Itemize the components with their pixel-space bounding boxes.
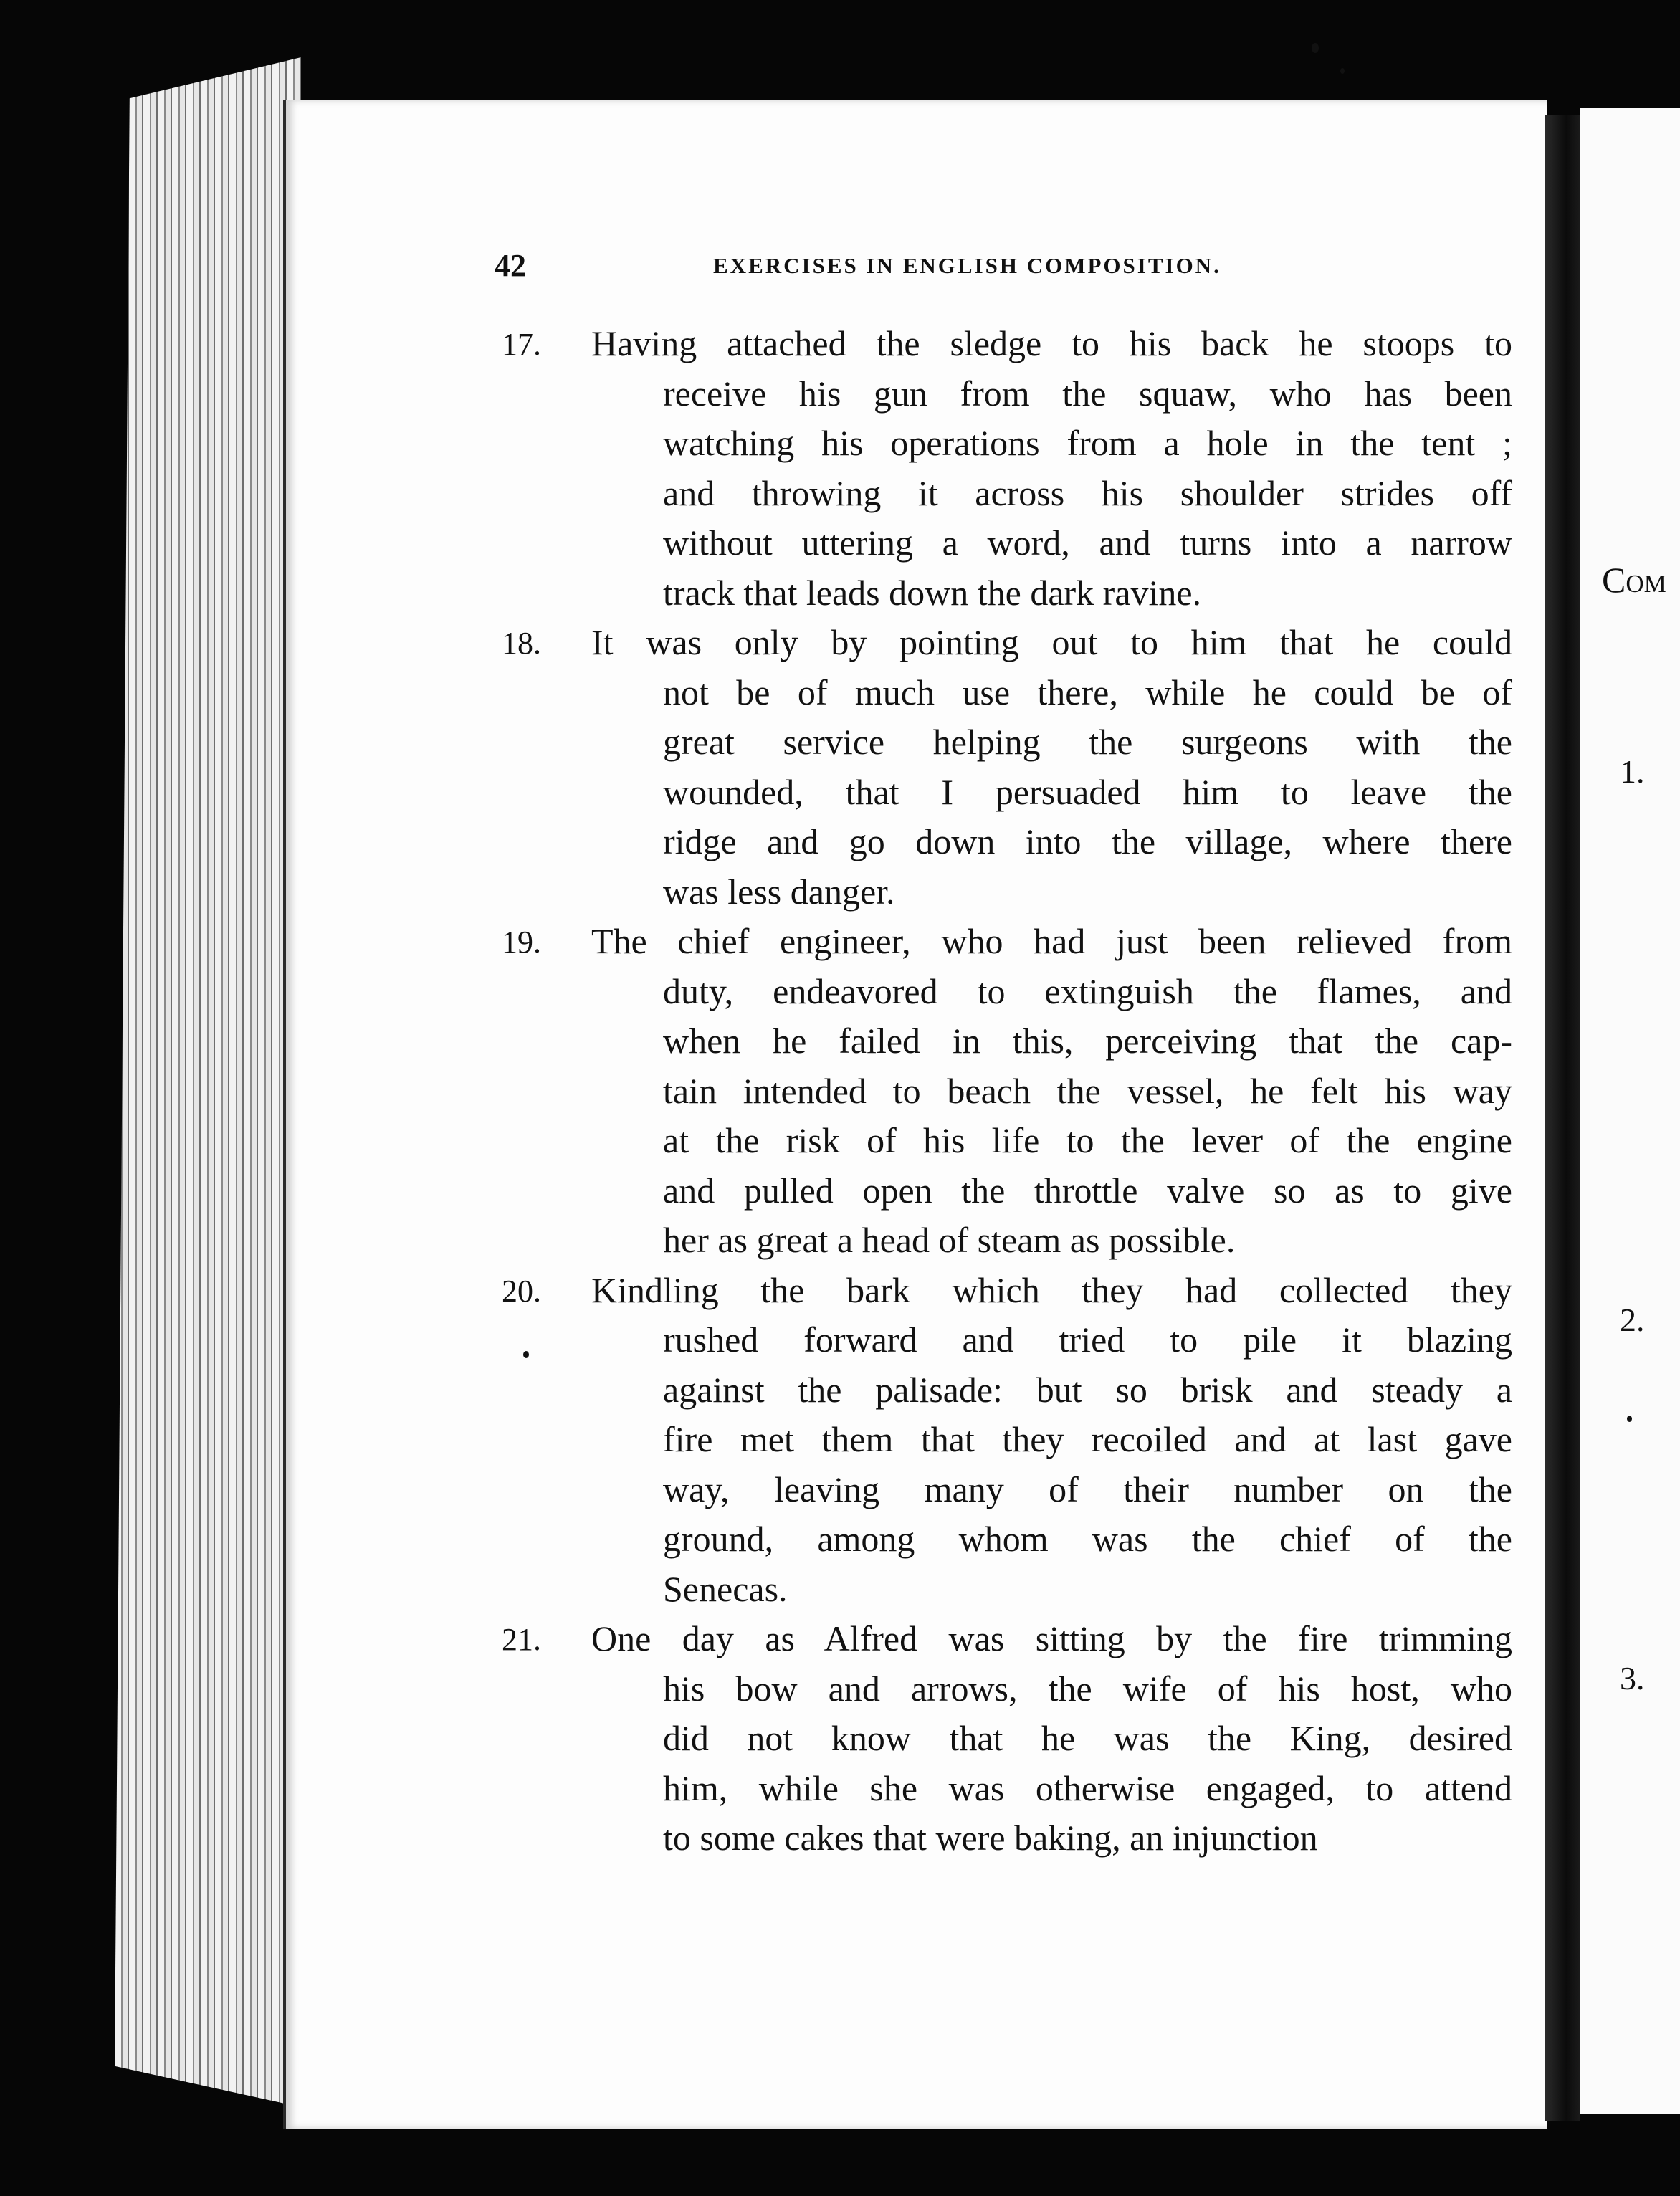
text-line: Senecas. [663, 1568, 788, 1609]
page-number: 42 [495, 248, 526, 283]
text-line: and pulled open the throttle valve so as to give [663, 1170, 1512, 1211]
text-line: was less danger. [663, 871, 895, 912]
text-line: One day as Alfred was sitting by the fire trimming [591, 1618, 1512, 1658]
text-line: to some cakes that were baking, an injunction [663, 1818, 1318, 1858]
text-line: without uttering a word, and turns into a narrow [663, 522, 1512, 563]
text-line: track that leads down the dark ravine. [663, 572, 1202, 613]
exercise-19 [502, 917, 1519, 1266]
text-line: his bow and arrows, the wife of his host, who [663, 1668, 1512, 1709]
exercise-number: 17. [502, 327, 541, 362]
text-line: when he failed in this, perceiving that the cap- [663, 1021, 1512, 1061]
exercise-20 [502, 1266, 1519, 1615]
text-line: against the palisade: but so brisk and steady a [663, 1369, 1512, 1410]
text-line: her as great a head of steam as possible. [663, 1220, 1236, 1260]
exercise-number: 18. [502, 626, 541, 661]
text-line: ground, among whom was the chief of the [663, 1519, 1512, 1559]
stacked-page-edges [115, 57, 301, 2107]
facing-page [1580, 108, 1680, 2114]
text-line: ridge and go down into the village, where there [663, 821, 1512, 861]
text-line: Having attached the sledge to his back he stoops to [591, 323, 1512, 363]
text-line: duty, endeavored to extinguish the flames, and [663, 970, 1512, 1011]
exercise-number: 19. [502, 925, 541, 960]
text-line: wounded, that I persuaded him to leave the [663, 771, 1512, 812]
exercise-number: 20. [502, 1273, 541, 1309]
exercise-number: 21. [502, 1622, 541, 1657]
exercise-text [502, 917, 1519, 1266]
exercise-text [502, 618, 1519, 917]
text-line: at the risk of his life to the lever of the engine [663, 1120, 1512, 1160]
text-line: It was only by pointing out to him that he could [591, 622, 1512, 662]
text-line: The chief engineer, who had just been relieved from [591, 921, 1512, 961]
facing-page-number-2: 2. [1620, 1302, 1645, 1338]
text-line: watching his operations from a hole in the tent ; [663, 423, 1512, 463]
text-line: Kindling the bark which they had collected they [591, 1269, 1512, 1310]
facing-page-number-3: 3. [1620, 1660, 1645, 1696]
scan-speck [1627, 1416, 1632, 1422]
text-line: tain intended to beach the vessel, he felt his way [663, 1070, 1512, 1111]
exercise-21 [502, 1614, 1519, 1863]
book-gutter [1545, 115, 1580, 2121]
text-line: did not know that he was the King, desired [663, 1718, 1512, 1758]
running-title: EXERCISES IN ENGLISH COMPOSITION. [713, 253, 1221, 278]
facing-page-number-1: 1. [1620, 753, 1645, 790]
exercise-18 [502, 618, 1519, 917]
exercise-17 [502, 319, 1519, 618]
scan-speck [1340, 68, 1345, 74]
scan-speck [523, 1351, 529, 1358]
exercise-text [502, 319, 1519, 618]
text-line: fire met them that they recoiled and at last gave [663, 1419, 1512, 1459]
scan-speck [1312, 43, 1319, 53]
facing-page-heading-fragment: Com [1602, 560, 1666, 600]
exercise-text [502, 1266, 1519, 1615]
exercise-text [502, 1614, 1519, 1863]
text-line: great service helping the surgeons with the [663, 722, 1512, 762]
text-line: him, while she was otherwise engaged, to attend [663, 1767, 1512, 1808]
text-line: and throwing it across his shoulder strides off [663, 472, 1512, 513]
text-line: not be of much use there, while he could be of [663, 672, 1512, 712]
text-line: way, leaving many of their number on the [663, 1469, 1512, 1509]
exercise-list [502, 319, 1519, 1863]
text-line: rushed forward and tried to pile it blazing [663, 1319, 1512, 1360]
text-line: receive his gun from the squaw, who has been [663, 373, 1512, 414]
